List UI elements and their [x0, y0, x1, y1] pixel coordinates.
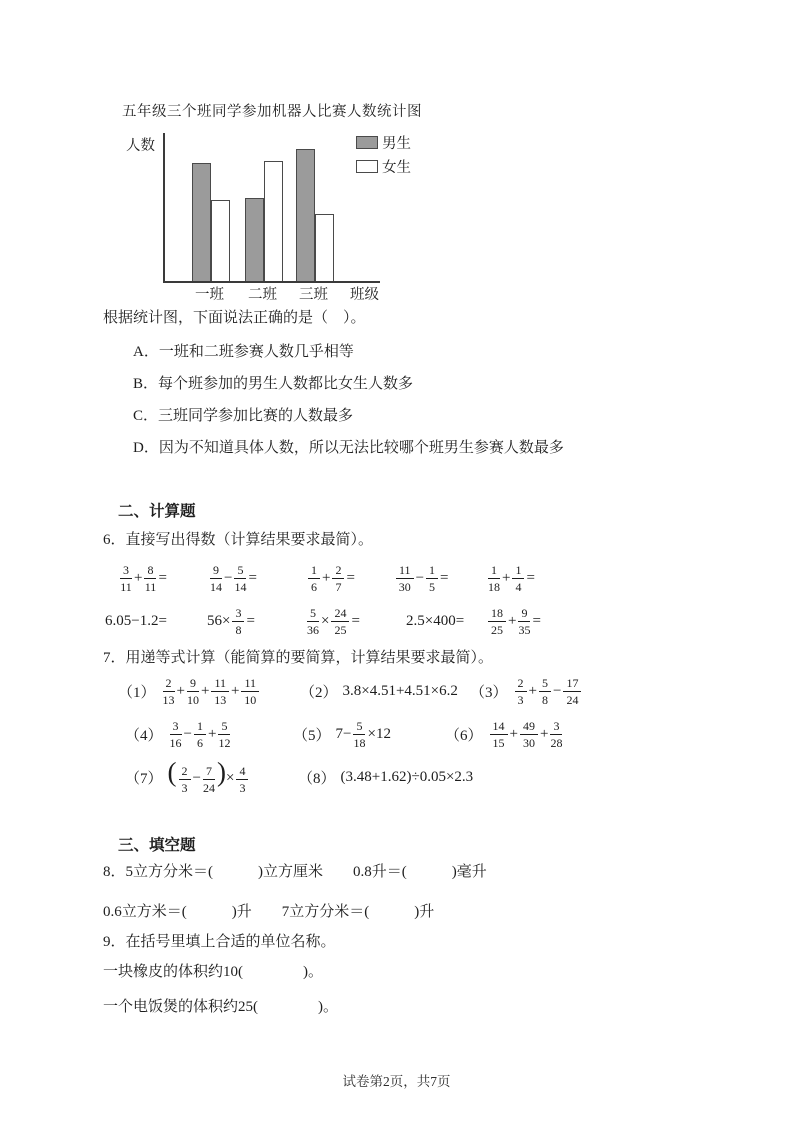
legend-swatch-boys — [356, 136, 378, 149]
bar-class1-girls — [211, 200, 230, 281]
bar-class3-boys — [296, 149, 315, 281]
page-footer: 试卷第2页，共7页 — [342, 1074, 451, 1089]
q7-item-7-label: （7） — [125, 770, 163, 787]
x-tick-class3: 三班 — [299, 287, 328, 303]
legend-label-boys: 男生 — [382, 136, 411, 152]
q5-option-b-text: 每个班参加的男生人数都比女生人数多 — [158, 376, 414, 392]
q7-item-6-label: （6） — [445, 727, 483, 744]
q7-item-3 — [470, 671, 583, 711]
x-tick-class2: 二班 — [248, 287, 277, 303]
q7-item-7-expr: ( $\frac{2}{3}$ − $\frac{7}{24}$ )× $\frac{4}{3}$ — [168, 760, 251, 793]
q8-line1: 8．5立方分米＝( )立方厘米 0.8升＝( )毫升 — [103, 864, 487, 880]
section3-heading: 三、填空题 — [118, 837, 196, 854]
q5-option-a-text: 一班和二班参赛人数几乎相等 — [158, 344, 354, 360]
q7-item-8-expr: (3.48+1.62)÷0.05×2.3 — [340, 768, 474, 785]
q5-option-a-label: A． — [133, 344, 159, 360]
q6-expression-9: 2.5×400= — [406, 612, 465, 629]
q7-item-4-label: （4） — [125, 727, 163, 744]
q7-item-1-expr: $\frac{2}{13}$ + $\frac{9}{10}$ + $\frac{11}{13}$ + $\frac{11}{10}$ — [161, 677, 262, 706]
q7-item-4 — [125, 714, 232, 754]
y-axis-label: 人数 — [126, 138, 155, 154]
q7-item-2-label: （2） — [300, 684, 338, 701]
q7-item-3-label: （3） — [470, 684, 508, 701]
chart-title: 五年级三个班同学参加机器人比赛人数统计图 — [122, 104, 422, 120]
q9-line1: 一块橡皮的体积约10( )。 — [103, 964, 323, 980]
q6-expression-2: $\frac{9}{14}$ − $\frac{5}{14}$ = — [210, 562, 257, 594]
legend-swatch-girls — [356, 160, 378, 173]
q7-item-1-label: （1） — [118, 684, 156, 701]
bar-class1-boys — [192, 163, 211, 281]
q9-prompt: 9．在括号里填上合适的单位名称。 — [103, 934, 336, 950]
q6-expression-6: 6.05−1.2= — [105, 612, 167, 629]
q7-item-2-expr: 3.8×4.51+4.51×6.2 — [342, 682, 458, 699]
q7-prompt: 7．用递等式计算（能简算的要简算，计算结果要求最简）。 — [103, 650, 494, 666]
q7-item-4-expr: $\frac{3}{16}$ − $\frac{1}{6}$ + $\frac{5}{12}$ — [169, 718, 231, 750]
q6-expression-7: 56× $\frac{3}{8}$ = — [207, 605, 255, 637]
q6-expression-10: $\frac{18}{25}$ + $\frac{9}{35}$ = — [486, 601, 541, 641]
chart-legend — [356, 132, 411, 180]
q5-option-c-label: C． — [133, 408, 159, 424]
q6-expression-5: $\frac{1}{18}$ + $\frac{1}{4}$ = — [488, 562, 535, 594]
q5-option-b-label: B． — [133, 376, 159, 392]
q7-item-2 — [300, 671, 458, 711]
q9-line2: 一个电饭煲的体积约25( )。 — [103, 999, 338, 1015]
q6-prompt: 6．直接写出得数（计算结果要求最简）。 — [103, 532, 374, 548]
legend-row-boys — [356, 132, 411, 153]
bar-class3-girls — [315, 214, 334, 281]
x-tick-class1: 一班 — [195, 287, 224, 303]
q7-item-8-label: （8） — [298, 770, 336, 787]
q7-item-5 — [293, 714, 391, 754]
q7-item-3-expr: $\frac{2}{3}$ + $\frac{5}{8}$ − $\frac{17}{24}$ — [513, 677, 584, 706]
q5-stem: 根据统计图，下面说法正确的是（ ）。 — [103, 310, 366, 326]
q5-option-c — [133, 406, 353, 426]
bar-class2-boys — [245, 198, 264, 281]
q5-option-b — [133, 374, 413, 394]
bar-class2-girls — [264, 161, 283, 281]
q7-item-6-expr: $\frac{14}{15}$ + $\frac{49}{30}$ + $\frac{3}{28}$ — [488, 720, 565, 749]
q7-item-1 — [118, 671, 261, 711]
q5-option-c-text: 三班同学参加比赛的人数最多 — [158, 408, 354, 424]
section2-heading: 二、计算题 — [118, 503, 196, 520]
q7-item-5-label: （5） — [293, 727, 331, 744]
q6-expression-4: $\frac{11}{30}$ − $\frac{1}{5}$ = — [394, 558, 449, 598]
legend-row-girls — [356, 156, 411, 177]
q6-expression-8: $\frac{5}{36}$ × $\frac{24}{25}$ = — [307, 605, 360, 637]
q5-option-a — [133, 342, 354, 362]
q5-option-d-text: 因为不知道具体人数，所以无法比较哪个班男生参赛人数最多 — [158, 440, 564, 456]
q5-option-d — [133, 438, 564, 458]
q7-item-6 — [445, 714, 564, 754]
x-axis-label: 班级 — [350, 287, 379, 303]
q6-expression-3: $\frac{1}{6}$ + $\frac{2}{7}$ = — [306, 558, 355, 598]
q7-item-5-expr: 7− $\frac{5}{18}$ ×12 — [335, 718, 391, 750]
q6-expression-1: $\frac{3}{11}$ + $\frac{8}{11}$ = — [120, 562, 167, 594]
q7-item-7 — [125, 757, 250, 797]
plot-area — [163, 133, 380, 283]
q5-option-d-label: D． — [133, 440, 159, 456]
legend-label-girls: 女生 — [382, 160, 411, 176]
q8-line2: 0.6立方米＝( )升 7立方分米＝( )升 — [103, 904, 435, 920]
q7-item-8 — [298, 757, 473, 797]
